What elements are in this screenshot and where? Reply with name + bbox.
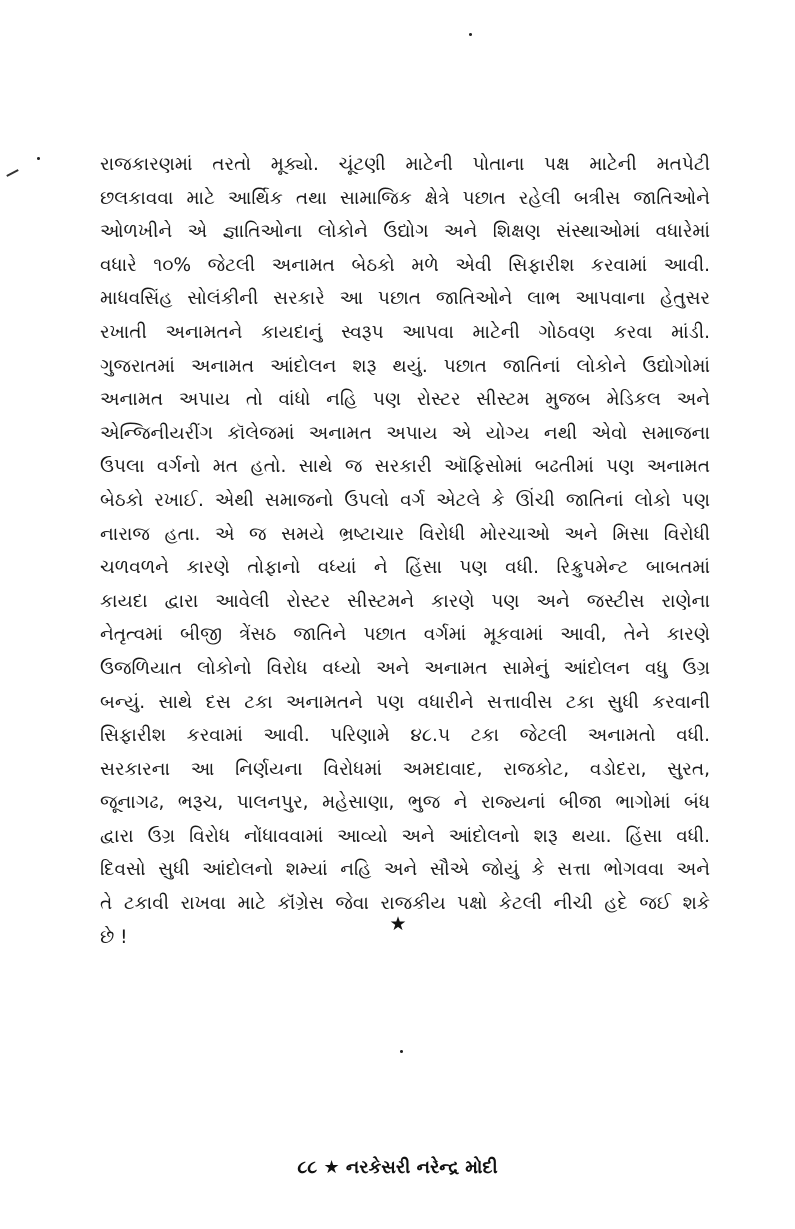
text-line: દ્વારા ઉગ્ર વિરોધ નોંધાવવામાં આવ્યો અને આંદોલનો શરૂ થયા. હિંસા વધી. xyxy=(100,825,710,847)
margin-mark xyxy=(6,169,18,177)
text-line: બન્યું. સાથે દસ ટકા અનામતને પણ વધારીને સત્તાવીસ ટકા સુધી કરવાની xyxy=(100,691,710,713)
text-line: ગુજરાતમાં અનામત આંદોલન શરૂ થયું. પછાત જાતિનાં લોકોને ઉદ્યોગોમાં xyxy=(100,355,710,377)
ink-speck xyxy=(469,33,472,36)
text-line: એન્જિનીયરીંગ કૉલેજમાં અનામત અપાય એ યોગ્ય નથી એવો સમાજના xyxy=(100,422,710,444)
text-line: બેઠકો રખાઈ. એથી સમાજનો ઉપલો વર્ગ એટલે કે ઊંચી જાતિનાં લોકો પણ xyxy=(100,489,710,511)
text-line: છલકાવવા માટે આર્થિક તથા સામાજિક ક્ષેત્રે પછાત રહેલી બત્રીસ જાતિઓને xyxy=(100,187,710,209)
ink-speck xyxy=(400,1050,403,1053)
text-line: માધવસિંહ સોલંકીની સરકારે આ પછાત જાતિઓને લાભ આપવાના હેતુસર xyxy=(100,288,710,310)
text-line: અનામત અપાય તો વાંધો નહિ પણ રોસ્ટર સીસ્ટમ મુજબ મેડિકલ અને xyxy=(100,389,710,411)
text-line: દિવસો સુધી આંદોલનો શમ્યાં નહિ અને સૌએ જોયું કે સત્તા ભોગવવા અને xyxy=(100,859,710,881)
text-line: સિફારીશ કરવામાં આવી. પરિણામે ૪૮.૫ ટકા જેટલી અનામતો વધી. xyxy=(100,725,710,747)
text-line: ઓળખીને એ જ્ઞાતિઓના લોકોને ઉદ્યોગ અને શિક્ષણ સંસ્થાઓમાં વધારેમાં xyxy=(100,221,710,243)
text-line: રખાતી અનામતને કાયદાનું સ્વરૂપ આપવા માટેની ગોઠવણ કરવા માંડી. xyxy=(100,321,710,343)
text-line: સરકારના આ નિર્ણયના વિરોધમાં અમદાવાદ, રાજકોટ, વડોદરા, સુરત, xyxy=(100,758,710,780)
page-number: ૮૮ xyxy=(297,1157,318,1178)
text-line: રાજકારણમાં તરતો મૂક્યો. ચૂંટણી માટેની પોતાના પક્ષ માટેની મતપેટી xyxy=(100,154,710,175)
footer-star: ★ xyxy=(323,1157,340,1178)
page-footer xyxy=(0,1155,795,1181)
ink-speck xyxy=(37,157,40,160)
body-paragraph xyxy=(100,148,710,954)
text-line: ઉપલા વર્ગનો મત હતો. સાથે જ સરકારી ઑફિસોમાં બઢતીમાં પણ અનામત xyxy=(100,456,710,478)
text-line: કાયદા દ્વારા આવેલી રોસ્ટર સીસ્ટમને કારણે પણ અને જસ્ટીસ રાણેના xyxy=(100,590,710,612)
text-line: ઉજળિયાત લોકોનો વિરોધ વધ્યો અને અનામત સામેનું આંદોલન વધુ ઉગ્ર xyxy=(100,657,710,679)
text-line: ચળવળને કારણે તોફાનો વધ્યાં ને હિંસા પણ વધી. રિક્રુપમેન્ટ બાબતમાં xyxy=(100,557,710,579)
text-line: વધારે ૧૦% જેટલી અનામત બેઠકો મળે એવી સિફારીશ કરવામાં આવી. xyxy=(100,254,710,276)
text-line: નારાજ હતા. એ જ સમયે ભ્રષ્ટાચાર વિરોધી મોરચાઓ અને મિસા વિરોધી xyxy=(100,523,710,545)
text-line: નેતૃત્વમાં બીજી ત્રેંસઠ જાતિને પછાત વર્ગમાં મૂકવામાં આવી, તેને કારણે xyxy=(100,624,710,646)
text-line: જૂનાગઢ, ભરૂચ, પાલનપુર, મહેસાણા, ભુજ ને રાજ્યનાં બીજા ભાગોમાં બંધ xyxy=(100,792,710,814)
section-separator-star: ★ xyxy=(389,913,407,935)
text-line: તે ટકાવી રાખવા માટે કૉંગ્રેસ જેવા રાજકીય પક્ષો કેટલી નીચી હદે જઈ શકે xyxy=(100,893,710,915)
text-line: છે ! xyxy=(100,926,128,948)
book-title: નરકેસરી નરેન્દ્ર મોદી xyxy=(345,1157,498,1178)
